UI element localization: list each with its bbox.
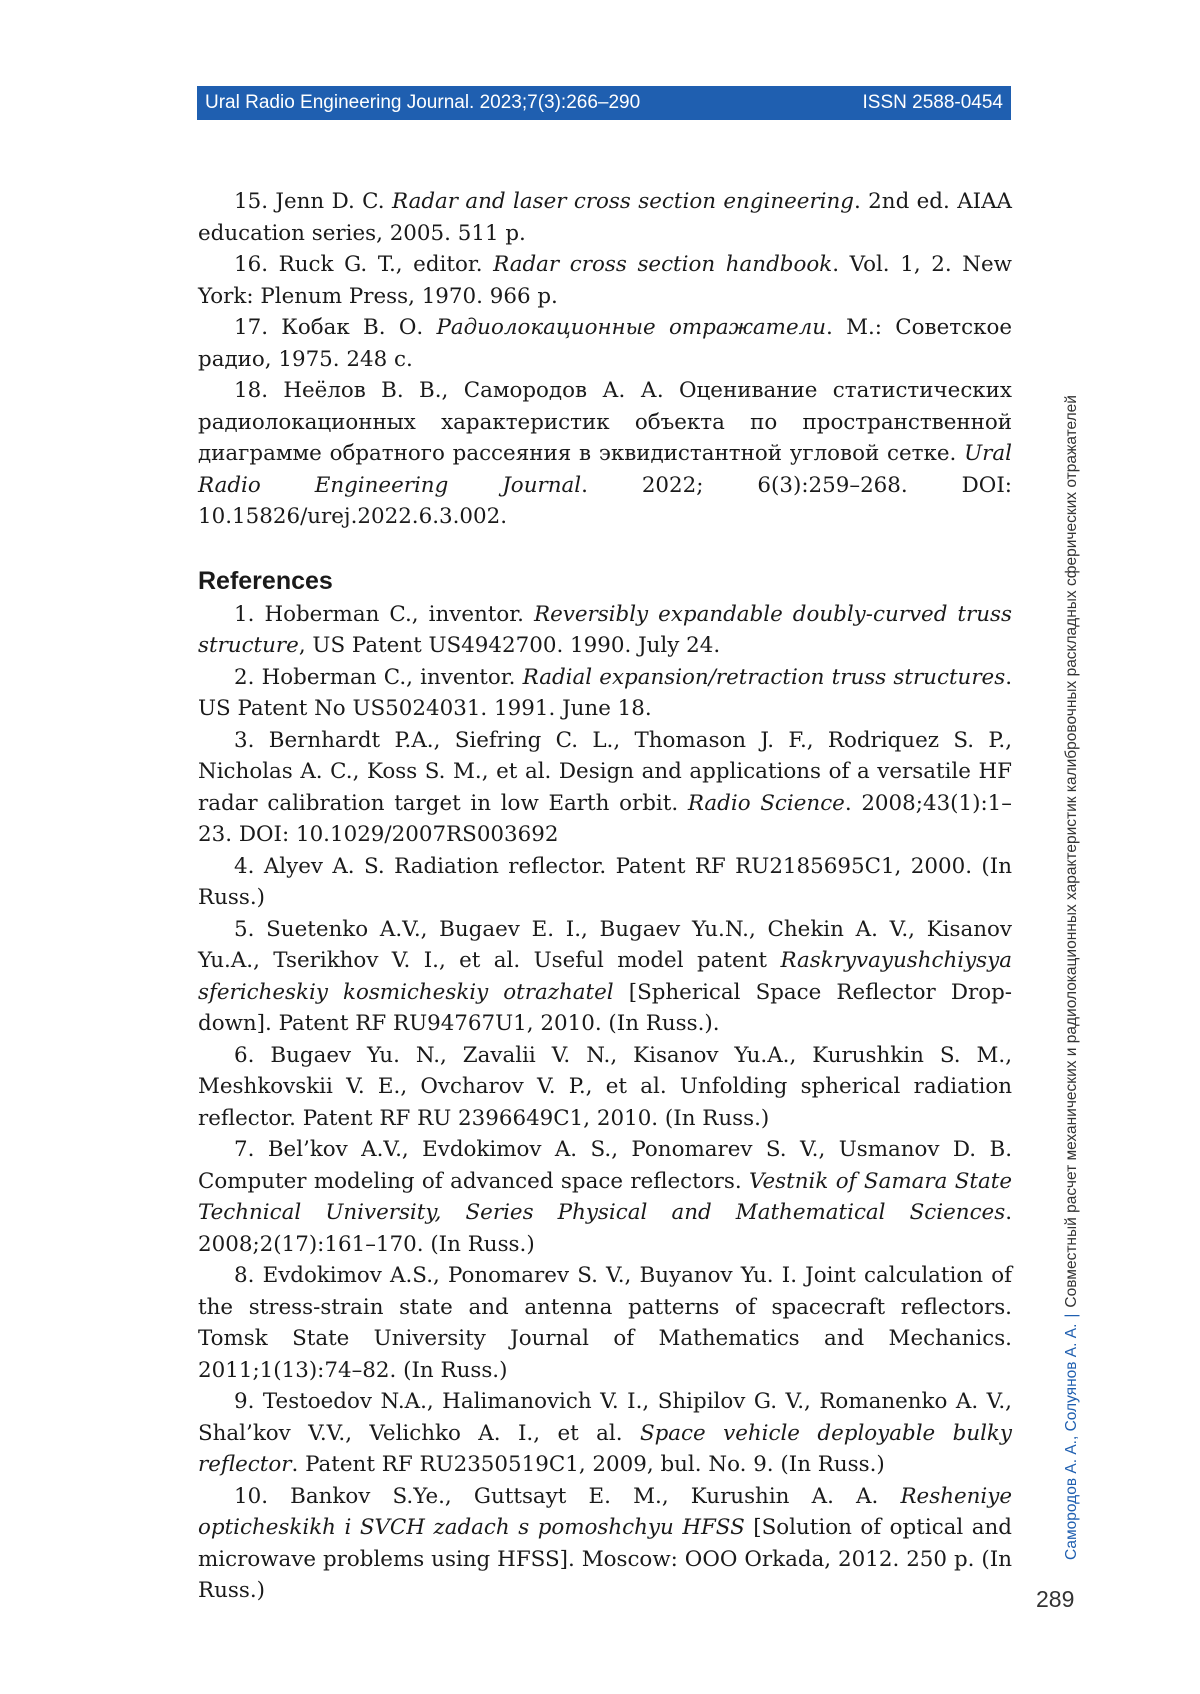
journal-citation: Ural Radio Engineering Journal. 2023;7(3):266–290 bbox=[205, 92, 641, 113]
running-article-title: Совместный расчет механических и радиолокационных характеристик калибровочных раскладных сферических отражателей bbox=[1063, 395, 1080, 1308]
reference-item: 3. Bernhardt P.A., Siefring C. L., Thomason J. F., Rodriquez S. P., Nicholas A. C., Koss S. M., et al. Design and applications of a versatile HF radar calibration target in low Earth orbit. Radio Science. 2008;43(1):1–23. DOI: 10.1029/2007RS003692 bbox=[198, 727, 1012, 847]
reference-item: 6. Bugaev Yu. N., Zavalii V. N., Kisanov Yu.A., Kurushkin S. M., Meshkovskii V. E., Ovcharov V. P., et al. Unfolding spherical radiation reflector. Patent RF RU 2396649C1, 2010. (In Russ.) bbox=[198, 1042, 1012, 1131]
issn-label: ISSN 2588-0454 bbox=[862, 92, 1003, 113]
running-separator: | bbox=[1063, 1313, 1080, 1318]
page-number: 289 bbox=[1036, 1586, 1075, 1612]
references-content bbox=[198, 186, 1012, 1607]
reference-item: 2. Hoberman C., inventor. Radial expansion/retraction truss structures. US Patent No US5024031. 1991. June 18. bbox=[198, 664, 1012, 721]
journal-header-bar bbox=[197, 86, 1011, 120]
running-authors: Самородов А. А., Солуянов А. А. bbox=[1063, 1323, 1080, 1560]
reference-item: 18. Неёлов В. В., Самородов А. А. Оценивание статистических радиолокационных характеристик объекта по пространственной диаграмме обратного рассеяния в эквидистантной угловой сетке. Ural Radio Engineering Journal. 2022; 6(3):259–268. DOI: 10.15826/urej.2022.6.3.002. bbox=[198, 378, 1012, 529]
reference-item: 10. Bankov S.Ye., Guttsayt E. M., Kurushin A. A. Resheniye opticheskikh i SVCH zadach s pomoshchyu HFSS [Solution of optical and microwave problems using HFSS]. Moscow: OOO Orkada, 2012. 250 p. (In Russ.) bbox=[198, 1483, 1013, 1603]
reference-item: 5. Suetenko A.V., Bugaev E. I., Bugaev Yu.N., Chekin A. V., Kisanov Yu.A., Tserikhov V. I., et al. Useful model patent Raskryvayushchiysya sfericheskiy kosmicheskiy otrazhatel [Spherical Space Reflector Drop-down]. Patent RF RU94767U1, 2010. (In Russ.). bbox=[198, 916, 1013, 1036]
reference-item: 16. Ruck G. T., editor. Radar cross section handbook. Vol. 1, 2. New York: Plenum Press, 1970. 966 p. bbox=[198, 252, 1012, 309]
running-title-vertical bbox=[1063, 395, 1081, 1560]
reference-item: 1. Hoberman C., inventor. Reversibly expandable doubly-curved truss structure, US Patent US4942700. 1990. July 24. bbox=[198, 601, 1012, 658]
ru-references-list bbox=[198, 186, 1012, 533]
reference-item: 4. Alyev A. S. Radiation reflector. Patent RF RU2185695C1, 2000. (In Russ.) bbox=[198, 853, 1012, 910]
en-references-list bbox=[198, 599, 1012, 1607]
reference-item: 15. Jenn D. C. Radar and laser cross section engineering. 2nd ed. AIAA education series, 2005. 511 p. bbox=[198, 189, 1012, 246]
reference-item: 17. Кобак В. О. Радиолокационные отражатели. М.: Советское радио, 1975. 248 с. bbox=[198, 315, 1012, 372]
reference-item: 7. Bel’kov A.V., Evdokimov A. S., Ponomarev S. V., Usmanov D. B. Computer modeling of advanced space reflectors. Vestnik of Samara State Technical University, Series Physical and Mathematical Sciences. 2008;2(17):161–170. (In Russ.) bbox=[198, 1137, 1012, 1257]
reference-item: 8. Evdokimov A.S., Ponomarev S. V., Buyanov Yu. I. Joint calculation of the stress-strain state and antenna patterns of spacecraft reflectors. Tomsk State University Journal of Mathematics and Mechanics. 2011;1(13):74–82. (In Russ.) bbox=[198, 1263, 1012, 1383]
references-heading: References bbox=[198, 566, 333, 595]
reference-item: 9. Testoedov N.A., Halimanovich V. I., Shipilov G. V., Romanenko A. V., Shal’kov V.V., Velichko A. I., et al. Space vehicle deployable bulky reflector. Patent RF RU2350519C1, 2009, bul. No. 9. (In Russ.) bbox=[198, 1389, 1012, 1477]
